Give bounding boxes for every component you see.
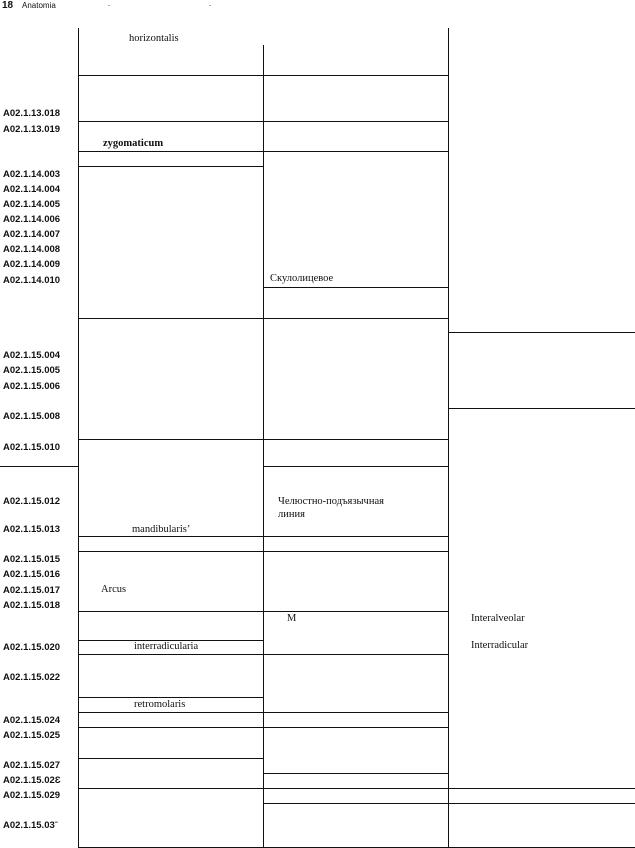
term-code: A02.1.13.018 <box>3 108 61 119</box>
term-code: A02.1.15.013 <box>3 524 61 535</box>
row-rule <box>263 773 449 774</box>
term-code: A02.1.14.006 <box>3 214 61 225</box>
running-title: Anatomia <box>22 1 56 10</box>
term-code: A02.1.14.009 <box>3 259 61 270</box>
term-code: A02.1.14.004 <box>3 184 61 195</box>
term-code: A02.1.15.017 <box>3 585 61 596</box>
term-code: A02.1.15.029 <box>3 790 61 801</box>
row-rule <box>78 611 449 612</box>
latin-term: mandibularisʼ <box>132 524 191 535</box>
row-rule <box>78 788 635 789</box>
term-code: A02.1.15.004 <box>3 350 61 361</box>
term-code: A02.1.14.007 <box>3 229 61 240</box>
row-rule <box>78 727 449 728</box>
row-rule <box>78 439 449 440</box>
header-dot: . <box>108 0 110 8</box>
russian-term: Скулолицевое <box>270 273 334 284</box>
latin-term: interradicularia <box>134 641 199 652</box>
russian-term: линия <box>278 509 305 520</box>
row-rule <box>0 466 79 467</box>
term-code: A02.1.15.022 <box>3 672 61 683</box>
term-code: A02.1.15.025 <box>3 730 61 741</box>
row-rule <box>78 151 449 152</box>
row-rule <box>448 332 635 333</box>
term-code: A02.1.15.024 <box>3 715 61 726</box>
term-code: A02.1.15.02Ɛ <box>3 775 61 786</box>
header-dot: . <box>209 0 211 8</box>
term-code: A02.1.14.010 <box>3 275 61 286</box>
term-code: A02.1.15.012 <box>3 496 61 507</box>
row-rule <box>263 287 449 288</box>
row-rule <box>78 318 449 319</box>
term-code: A02.1.15.027 <box>3 760 61 771</box>
latin-term: zygomaticum <box>103 138 164 149</box>
page-number: 18 <box>2 0 14 11</box>
term-code: A02.1.15.018 <box>3 600 61 611</box>
term-code: A02.1.13.019 <box>3 124 61 135</box>
row-rule <box>78 166 264 167</box>
row-rule <box>78 121 449 122</box>
term-code: A02.1.15.006 <box>3 381 61 392</box>
latin-term: Arcus <box>101 584 127 595</box>
row-rule <box>78 654 449 655</box>
term-code: A02.1.14.008 <box>3 244 61 255</box>
latin-term: horizontalis <box>129 33 179 44</box>
term-code: A02.1.15.015 <box>3 554 61 565</box>
row-rule <box>78 697 264 698</box>
row-rule <box>263 803 635 804</box>
term-code: A02.1.15.03ˉ <box>3 820 58 831</box>
russian-term: М <box>287 613 297 624</box>
term-code: A02.1.15.020 <box>3 642 61 653</box>
row-rule <box>78 758 264 759</box>
term-code: A02.1.15.010 <box>3 442 61 453</box>
term-code: A02.1.14.005 <box>3 199 61 210</box>
row-rule <box>78 536 449 537</box>
english-term: Interalveolar <box>471 613 525 624</box>
term-code: A02.1.15.008 <box>3 411 61 422</box>
row-rule <box>263 466 449 467</box>
term-code: A02.1.15.016 <box>3 569 61 580</box>
row-rule <box>78 551 449 552</box>
row-rule <box>448 408 635 409</box>
term-code: A02.1.15.005 <box>3 365 61 376</box>
row-rule <box>78 712 449 713</box>
latin-term: retromolaris <box>134 699 186 710</box>
row-rule <box>78 75 449 76</box>
english-term: Interradicular <box>471 640 529 651</box>
term-code: A02.1.14.003 <box>3 169 61 180</box>
russian-term: Челюстно-подъязычная <box>278 496 384 507</box>
